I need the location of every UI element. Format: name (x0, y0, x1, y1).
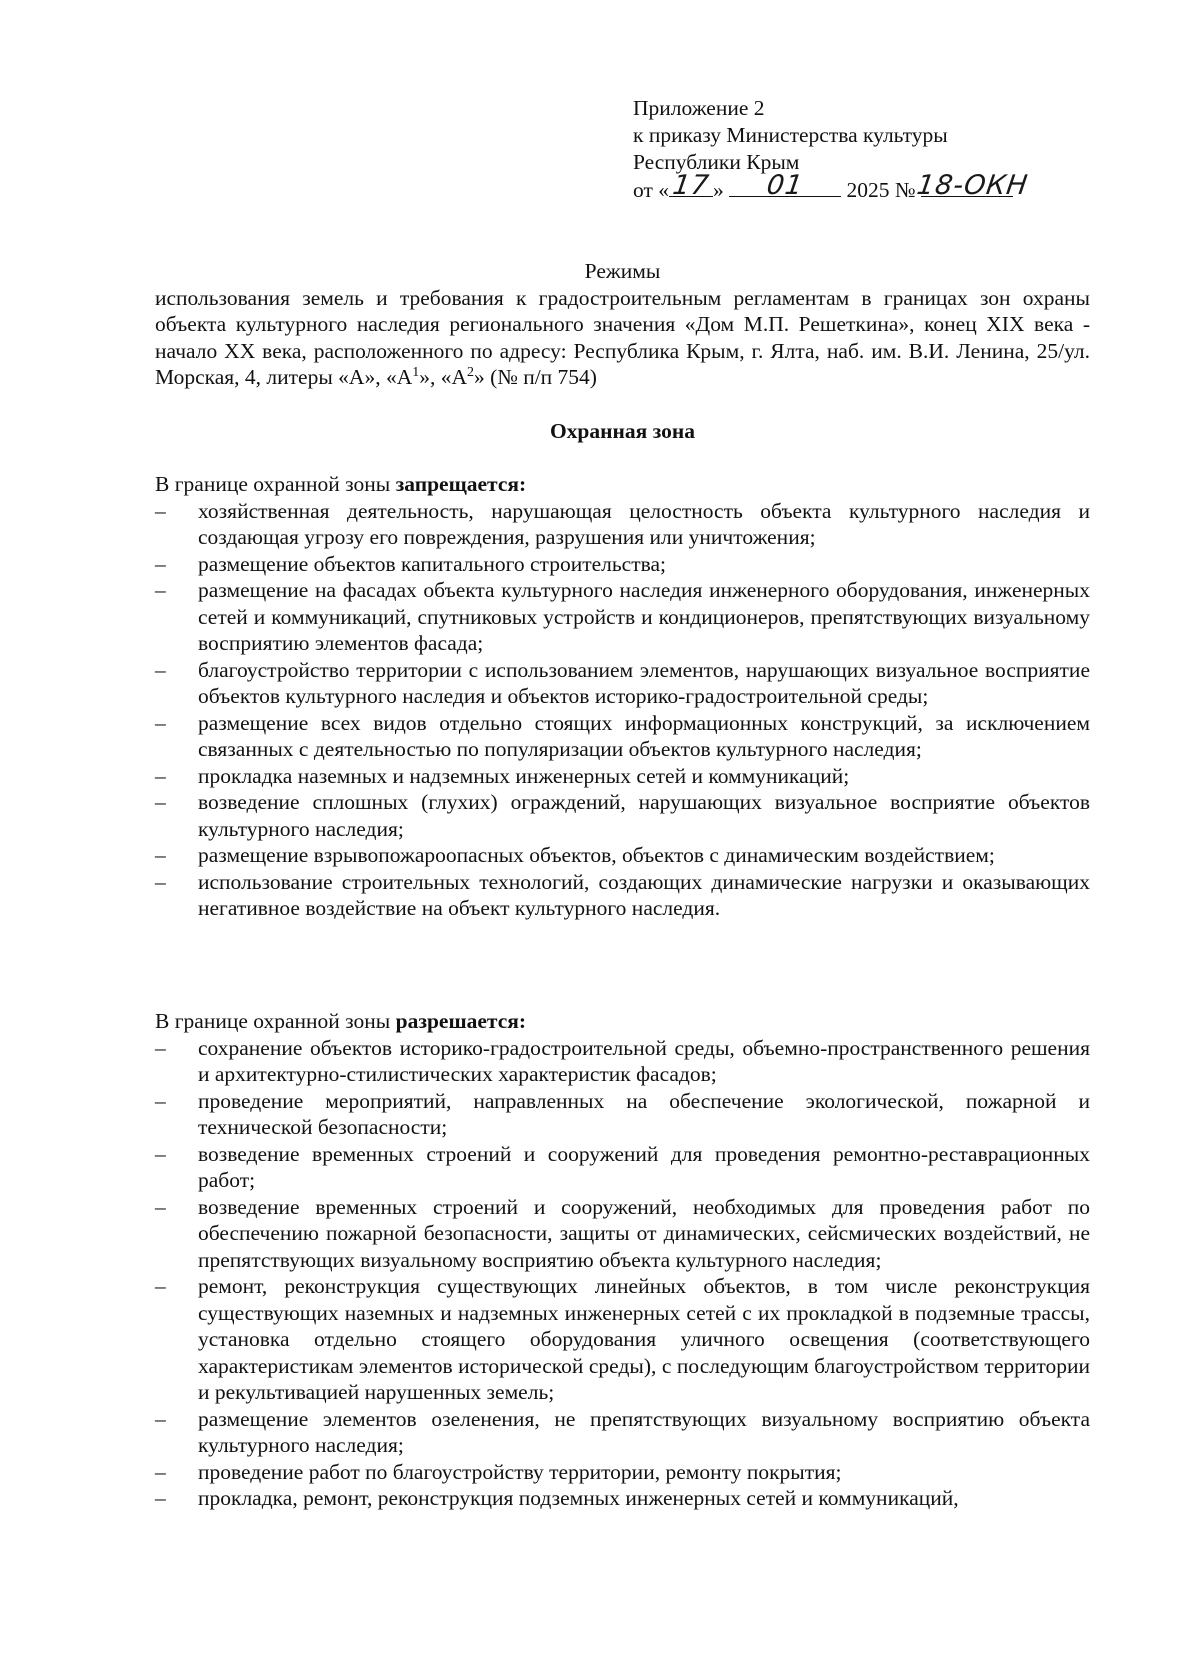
list-item (155, 1088, 1090, 1141)
list-item-text: ремонт, реконструкция существующих линейных объектов, в том числе реконструкция существующих наземных и надземных инженерных сетей с их прокладкой в подземные трассы, установка отдельно стоящего оборудования уличного освещения (соответствующего характеристикам элементов исторической среды), с последующим благоустройством территории и рекультивацией нарушенных земель; (198, 1274, 1090, 1404)
title-sup-1: 1 (412, 365, 420, 380)
list-dash: – (155, 1035, 166, 1060)
date-day-handwritten: 17 (670, 169, 712, 201)
date-month-handwritten: 01 (764, 169, 806, 201)
list-dash: – (155, 1194, 166, 1219)
list-dash: – (155, 790, 166, 814)
list-item (155, 1035, 1090, 1088)
list-dash: – (155, 1088, 166, 1113)
title-text (155, 285, 1090, 391)
prohibited-list (155, 498, 1090, 922)
list-item (155, 710, 1090, 763)
list-item (155, 1459, 1090, 1486)
list-item (155, 763, 1090, 790)
section-title: Охранная зона (549, 419, 696, 443)
list-dash: – (155, 1274, 166, 1298)
list-dash: – (155, 869, 166, 894)
list-item (155, 657, 1090, 710)
list-item-text: возведение сплошных (глухих) ограждений, нарушающих визуальное восприятие объектов культурного наследия; (198, 790, 1090, 841)
list-item-text: размещение объектов капитального строительства; (198, 551, 667, 576)
order-date-line (633, 169, 1133, 206)
list-item (155, 842, 1090, 869)
allowed-list (155, 1035, 1090, 1512)
list-item (155, 789, 1090, 842)
list-item (155, 869, 1090, 922)
list-dash: – (155, 1486, 166, 1510)
allowed-intro-bold: разрешается: (395, 1009, 527, 1033)
date-day-field (669, 169, 713, 201)
prohibited-intro-text: В границе охранной зоны (155, 472, 396, 496)
date-prefix: от « (633, 178, 669, 202)
allowed-intro-text: В границе охранной зоны (155, 1009, 396, 1033)
title-heading: Режимы (584, 259, 661, 283)
document-title (155, 258, 1090, 391)
allowed-block (155, 1008, 1090, 1512)
list-dash: – (155, 657, 166, 682)
list-item-text: использование строительных технологий, создающих динамические нагрузки и оказывающих негативное воздействие на объект культурного наследия. (198, 869, 1090, 920)
date-month-field (729, 169, 841, 201)
list-item-text: хозяйственная деятельность, нарушающая целостность объекта культурного наследия и создающая угрозу его повреждения, разрушения или уничтожения; (198, 498, 1090, 549)
list-dash: – (155, 1406, 166, 1431)
list-item-text: прокладка, ремонт, реконструкция подземных инженерных сетей и коммуникаций, (198, 1486, 959, 1510)
list-item (155, 498, 1090, 551)
list-item-text: размещение взрывопожароопасных объектов, объектов с динамическим воздействием; (198, 843, 995, 867)
list-dash: – (155, 1459, 166, 1484)
list-item-text: прокладка наземных и надземных инженерных сетей и коммуникаций; (198, 763, 850, 788)
list-item-text: проведение работ по благоустройству территории, ремонту покрытия; (198, 1459, 842, 1484)
list-dash: – (155, 710, 166, 735)
title-sup-2: 2 (467, 365, 475, 380)
list-item (155, 551, 1090, 578)
list-item (155, 1485, 1090, 1512)
date-mid: » (713, 178, 724, 202)
prohibited-intro (155, 471, 1090, 498)
list-item (155, 1194, 1090, 1274)
list-item-text: благоустройство территории с использованием элементов, нарушающих визуальное восприятие объектов культурного наследия и объектов историко-градостроительной среды; (198, 657, 1090, 708)
list-dash: – (155, 551, 166, 576)
title-text-mid: », «А (419, 365, 468, 389)
list-item-text: размещение элементов озеленения, не препятствующих визуальному восприятию объекта культурного наследия; (198, 1406, 1090, 1457)
list-item-text: возведение временных строений и сооружений, необходимых для проведения работ по обеспечению пожарной безопасности, защиты от динамических, сейсмических воздействий, не препятствующих визуальному восприятию объекта культурного наследия; (198, 1194, 1090, 1272)
list-dash: – (155, 578, 166, 602)
list-item-text: размещение на фасадах объекта культурного наследия инженерного оборудования, инженерных сетей и коммуникаций, спутниковых устройств и кондиционеров, препятствующих визуальному восприятию элементов фасада; (198, 578, 1090, 655)
list-dash: – (155, 843, 166, 867)
allowed-intro (155, 1008, 1090, 1035)
appendix-line-2: к приказу Министерства культуры (633, 123, 948, 147)
appendix-line-3: Республики Крым (633, 150, 800, 174)
list-dash: – (155, 763, 166, 788)
list-item (155, 577, 1090, 657)
list-item (155, 1273, 1090, 1406)
list-item-text: возведение временных строений и сооружений для проведения ремонтно-реставрационных работ; (198, 1141, 1090, 1192)
order-number-handwritten: 18-ОКН (914, 169, 1030, 201)
list-dash: – (155, 1141, 166, 1166)
list-item (155, 1406, 1090, 1459)
list-dash: – (155, 498, 166, 523)
list-item-text: проведение мероприятий, направленных на обеспечение экологической, пожарной и технической безопасности; (198, 1088, 1090, 1139)
title-text-main: использования земель и требования к градостроительным регламентам в границах зон охраны объекта культурного наследия регионального значения «Дом М.П. Решеткина», конец XIX века - начало XX века, расположенного по адресу: Республика Крым, г. Ялта, наб. им. В.И. Ленина, 25/ул. Морская, 4, литеры «А», «А (155, 285, 1090, 389)
appendix-header (633, 95, 1133, 206)
list-item-text: размещение всех видов отдельно стоящих информационных конструкций, за исключением связанных с деятельностью по популяризации объектов культурного наследия; (198, 710, 1090, 761)
list-item (155, 1141, 1090, 1194)
prohibited-block (155, 471, 1090, 922)
title-text-end: » (№ п/п 754) (474, 365, 597, 389)
date-year: 2025 № (846, 178, 916, 202)
order-number-field (914, 169, 1030, 201)
appendix-line-1: Приложение 2 (633, 96, 765, 120)
list-item-text: сохранение объектов историко-градостроительной среды, объемно-пространственного решения и архитектурно-стилистических характеристик фасадов; (198, 1035, 1090, 1086)
prohibited-intro-bold: запрещается: (395, 472, 527, 496)
